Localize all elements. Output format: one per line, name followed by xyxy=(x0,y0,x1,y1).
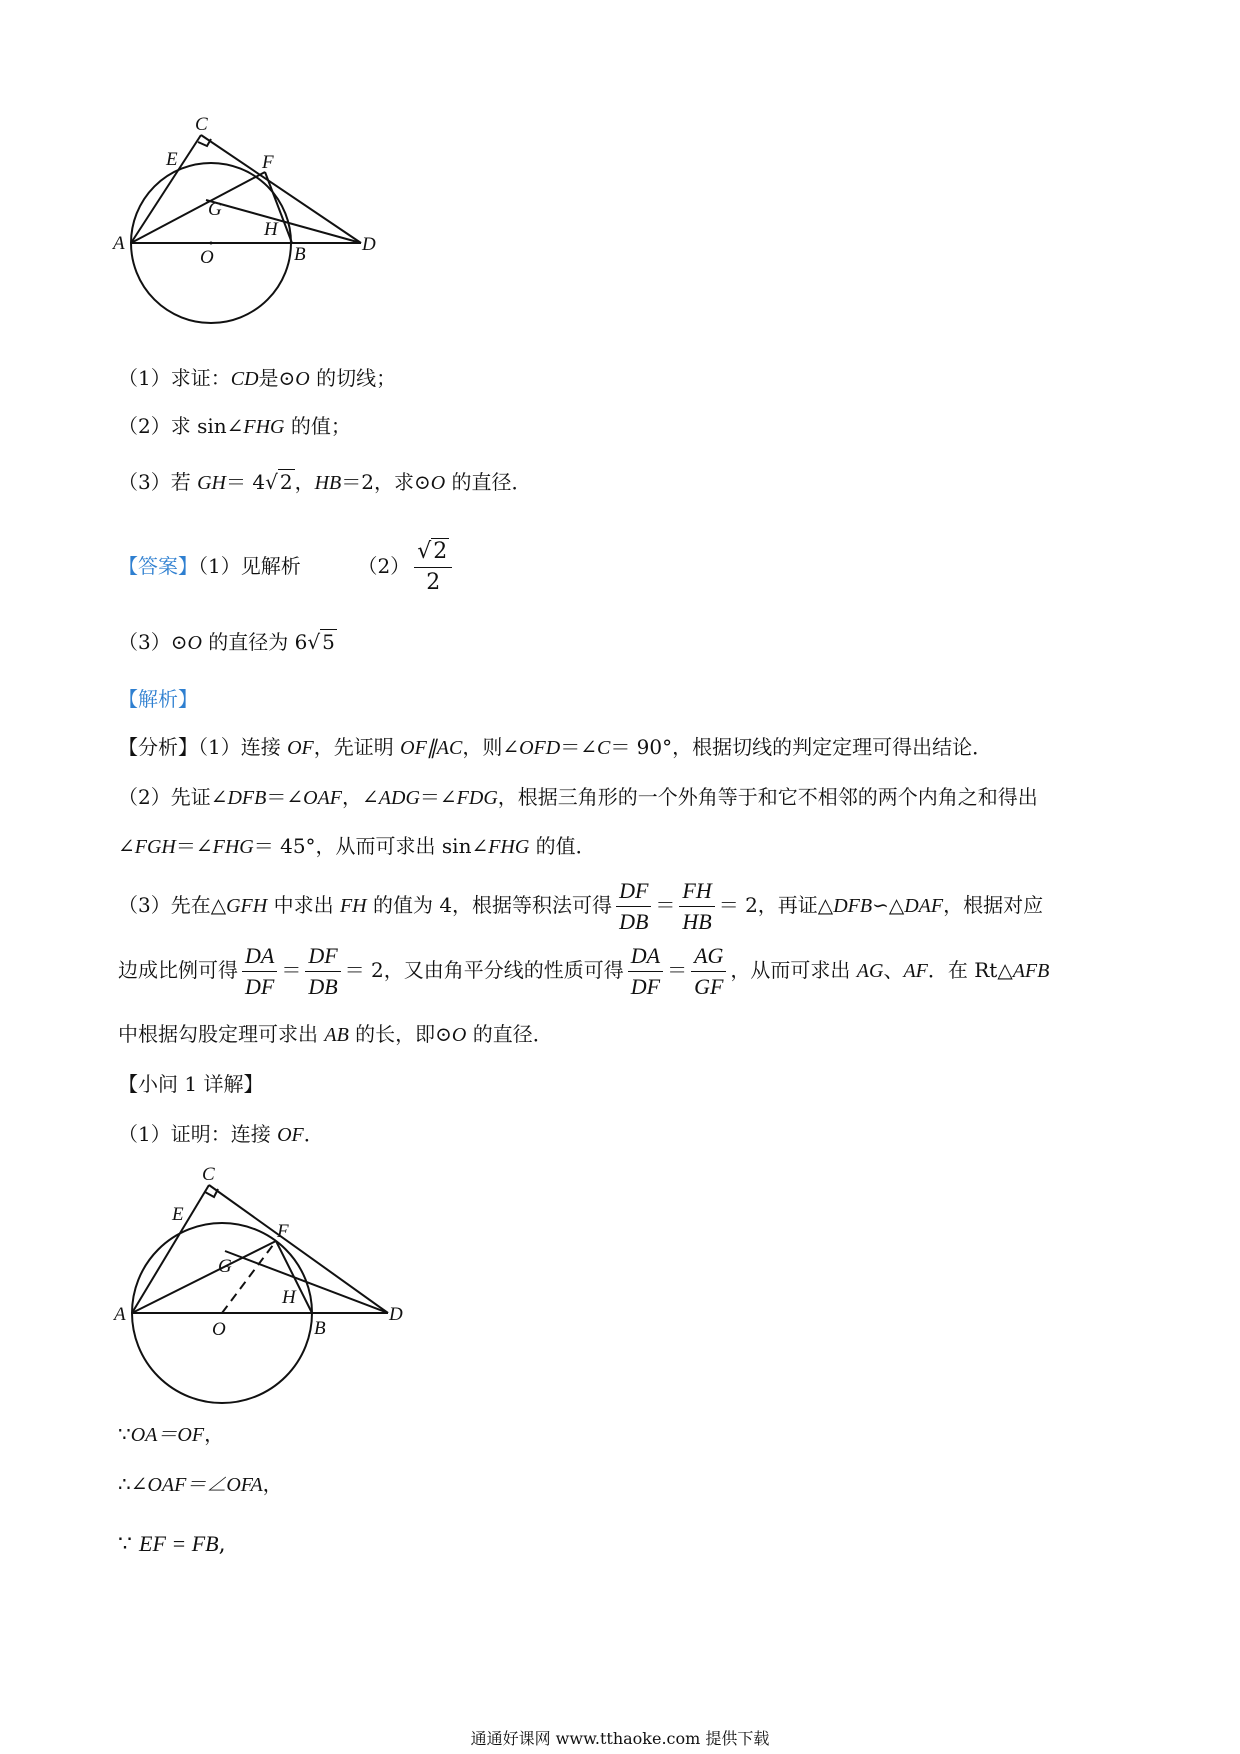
analysis-tag: 【解析】 xyxy=(118,687,198,711)
label-c: C xyxy=(195,114,208,135)
label-o: O xyxy=(200,247,214,268)
label2-o: O xyxy=(212,1319,226,1340)
analysis-p2a: （2）先证∠DFB＝∠OAF，∠ADG＝∠FDG，根据三角形的一个外角等于和它不相邻的两个内角之和得出 xyxy=(118,785,1038,809)
label-d: D xyxy=(362,234,376,255)
analysis-p3b: 边成比例可得 $\frac{DA}{DF}$ ＝ $\frac{DF}{DB}$ ＝ 2，又由角平分线的性质可得 $\frac{DA}{DF}$ ＝ $\frac{AG}{GF}$ ，从而可求出 AG、AF．在 Rt△AFB xyxy=(118,943,1050,999)
label2-c: C xyxy=(202,1164,215,1185)
answer-fraction: $\frac{√2}{2}$ xyxy=(414,537,452,598)
answer-line: 【答案】（1）见解析 （2） $\frac{√2}{2}$ xyxy=(118,536,456,598)
label-e: E xyxy=(166,149,178,170)
detail-line-4: ∵ EF = FB, xyxy=(118,1531,226,1557)
detail-heading: 【小问 1 详解】 xyxy=(118,1072,264,1096)
label2-g: G xyxy=(218,1256,232,1277)
label2-e: E xyxy=(172,1204,184,1225)
question-2: （2）求 sin∠FHG 的值； xyxy=(118,414,351,438)
label-f: F xyxy=(262,152,274,173)
geometry-figure-2 xyxy=(110,1160,410,1410)
line-cd xyxy=(201,135,361,243)
answer-line-3: （3）⊙O 的直径为 6√ 5 xyxy=(118,630,335,654)
detail-line-2: ∵OA＝OF， xyxy=(118,1422,225,1446)
footer-text: 通通好课网 www.tthaoke.com 提供下载 xyxy=(470,1729,770,1748)
label-g: G xyxy=(208,199,222,220)
geometry-figure-1 xyxy=(110,110,380,335)
question-3: （3）若 GH＝ 4√ 2 ，HB＝2，求⊙O 的直径． xyxy=(118,470,532,494)
label-h: H xyxy=(264,219,278,240)
question-1: （1）求证：CD是⊙O 的切线； xyxy=(118,366,397,390)
line-af xyxy=(131,172,265,243)
line-gd xyxy=(206,200,361,243)
line-of-dashed xyxy=(222,1241,276,1313)
label-a: A xyxy=(113,233,125,254)
label2-f: F xyxy=(277,1221,289,1242)
label2-h: H xyxy=(282,1287,296,1308)
analysis-p2b: ∠FGH＝∠FHG＝ 45°，从而可求出 sin∠FHG 的值． xyxy=(118,834,596,858)
analysis-p3c: 中根据勾股定理可求出 AB 的长，即⊙O 的直径． xyxy=(118,1022,553,1046)
label2-d: D xyxy=(389,1304,403,1325)
analysis-p1: 【分析】（1）连接 OF，先证明 OF∥AC，则∠OFD＝∠C＝ 90°，根据切线的判定定理可得出结论． xyxy=(118,735,993,759)
detail-line-3: ∴∠OAF＝∠OFA， xyxy=(118,1472,283,1496)
detail-line-1: （1）证明：连接 OF． xyxy=(118,1122,324,1146)
label2-b: B xyxy=(314,1318,326,1339)
answer-tag: 【答案】 xyxy=(118,554,198,578)
analysis-p3a: （3）先在△GFH 中求出 FH 的值为 4，根据等积法可得 $\frac{DF}{DB}$ ＝ $\frac{FH}{HB}$ ＝ 2，再证△DFB∽△DAF，根据对应 xyxy=(118,878,1044,934)
label2-a: A xyxy=(114,1304,126,1325)
label-b: B xyxy=(294,244,306,265)
